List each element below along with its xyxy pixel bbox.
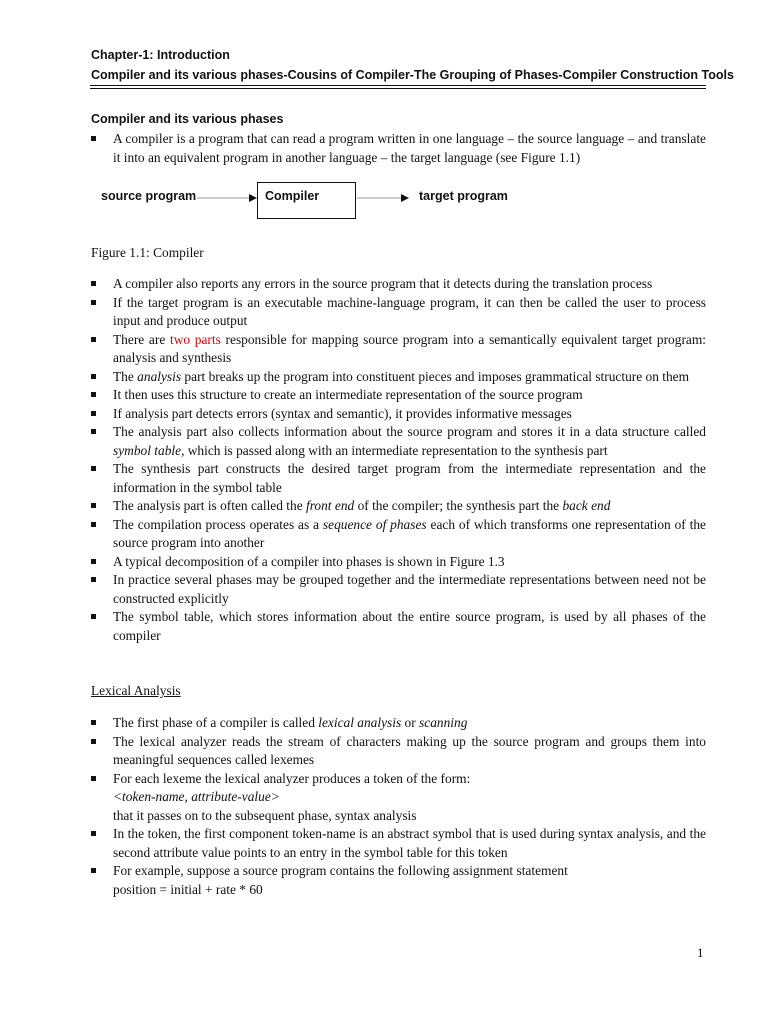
bullet-icon — [91, 831, 96, 836]
bullet-icon — [91, 337, 96, 342]
list-item: It then uses this structure to create an intermediate representation of the source program — [91, 386, 706, 405]
bullet-icon — [91, 281, 96, 286]
list-item: The analysis part also collects information about the source program and stores it in a data structure called symbol table, which is passed along with an intermediate representation to the synthesis part — [91, 423, 706, 460]
lexical-analysis-heading: Lexical Analysis — [91, 683, 181, 698]
bullet-icon — [91, 503, 96, 508]
list-item: The lexical analyzer reads the stream of characters making up the source program and groups them into meaningful sequences called lexemes — [91, 733, 706, 770]
section-heading: Compiler and its various phases — [91, 112, 284, 126]
list-item: The analysis part is often called the front end of the compiler; the synthesis part the back end — [91, 497, 706, 516]
bullet-icon — [91, 868, 96, 873]
list-item: For example, suppose a source program contains the following assignment statement position = initial + rate * 60 — [91, 862, 706, 899]
bullet-icon — [91, 411, 96, 416]
highlight-two-parts: two parts — [170, 331, 221, 347]
list-item: There are two parts responsible for mapping source program into a semantically equivalent target program: analysis and synthesis — [91, 331, 706, 368]
bullet-icon — [91, 739, 96, 744]
header-rule-bottom — [90, 88, 706, 89]
bullet-icon — [91, 300, 96, 305]
bullet-icon — [91, 720, 96, 725]
main-bullet-list — [91, 275, 706, 645]
source-arrow-head — [249, 194, 257, 202]
list-item: The compilation process operates as a sequence of phases each of which transforms one representation of the source program into another — [91, 516, 706, 553]
list-item: The analysis part breaks up the program into constituent pieces and imposes grammatical structure on them — [91, 368, 706, 387]
list-item: If the target program is an executable machine-language program, it can then be called the user to process input and produce output — [91, 294, 706, 331]
list-item: The symbol table, which stores information about the entire source program, is used by all phases of the compiler — [91, 608, 706, 645]
list-item: The synthesis part constructs the desired target program from the intermediate representation and the information in the symbol table — [91, 460, 706, 497]
compiler-box-label: Compiler — [265, 189, 320, 203]
source-program-label: source program — [101, 189, 197, 203]
bullet-icon — [91, 559, 96, 564]
chapter-title: Chapter-1: Introduction — [91, 48, 230, 62]
token-form: <token-name, attribute-value> — [113, 789, 280, 804]
compiler-box — [257, 182, 356, 219]
bullet-icon — [91, 136, 96, 141]
figure-caption: Figure 1.1: Compiler — [91, 245, 204, 260]
bullet-icon — [91, 577, 96, 582]
list-item: A compiler also reports any errors in the source program that it detects during the translation process — [91, 275, 706, 294]
list-item: A compiler is a program that can read a program written in one language – the source language – and translate it into an equivalent program in another language – the target language (see Figure 1.1) — [91, 130, 706, 167]
intro-list — [91, 130, 706, 167]
list-item: The first phase of a compiler is called lexical analysis or scanning — [91, 714, 706, 733]
bullet-icon — [91, 374, 96, 379]
bullet-icon — [91, 466, 96, 471]
lexical-bullet-list — [91, 714, 706, 899]
target-program-label: target program — [419, 189, 508, 203]
bullet-icon — [91, 614, 96, 619]
assignment-statement: position = initial + rate * 60 — [113, 881, 263, 897]
target-arrow-head — [401, 194, 409, 202]
page-number: 1 — [697, 945, 704, 960]
list-item: In the token, the first component token-name is an abstract symbol that is used during syntax analysis, and the second attribute value points to an entry in the symbol table for this token — [91, 825, 706, 862]
list-item: For each lexeme the lexical analyzer produces a token of the form: <token-name, attribute-value> that it passes on to the subsequent phase, syntax analysis — [91, 770, 706, 826]
chapter-topics: Compiler and its various phases-Cousins of Compiler-The Grouping of Phases-Compiler Construction Tools — [91, 68, 734, 82]
list-item: In practice several phases may be grouped together and the intermediate representations between need not be constructed explicitly — [91, 571, 706, 608]
list-item: If analysis part detects errors (syntax and semantic), it provides informative messages — [91, 405, 706, 424]
bullet-icon — [91, 429, 96, 434]
bullet-icon — [91, 522, 96, 527]
bullet-icon — [91, 392, 96, 397]
bullet-icon — [91, 776, 96, 781]
list-item: A typical decomposition of a compiler into phases is shown in Figure 1.3 — [91, 553, 706, 572]
header-rule-top — [90, 85, 706, 86]
